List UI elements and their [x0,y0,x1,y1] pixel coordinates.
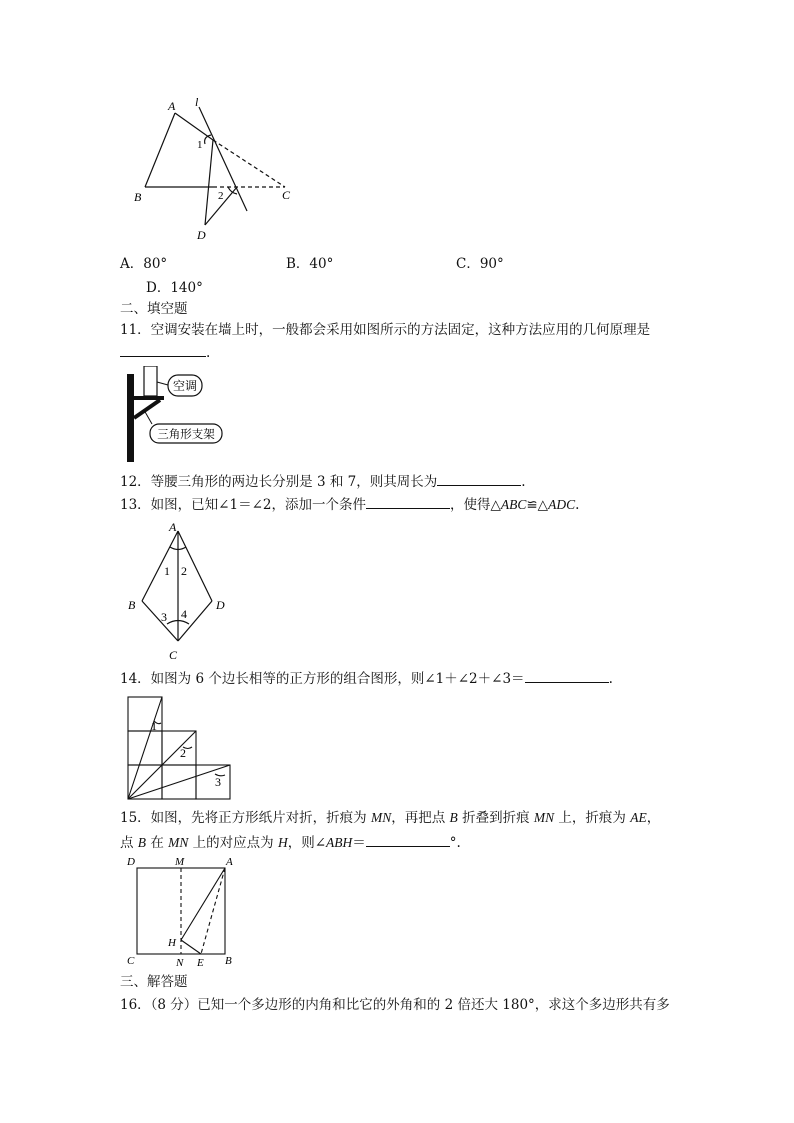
option-b: B．40° [286,256,334,272]
label-A: A [168,99,176,113]
label-B: B [134,190,142,204]
question-11-answer-line: . [120,342,210,363]
question-16: 16．（8 分）已知一个多边形的内角和比它的外角和的 2 倍还大 180°，求这个多边形共有多 [120,997,670,1013]
figure-q10 [125,95,305,245]
label-B: B [128,598,136,612]
section-answer-title: 三、解答题 [120,974,188,990]
label-N: N [176,957,184,969]
section-fill-in-title: 二、填空题 [120,301,188,317]
question-12: 12．等腰三角形的两边长分别是 3 和 7，则其周长为 . [120,471,526,492]
label-air-conditioner: 空调 [172,379,198,393]
answer-blank-14[interactable] [525,668,609,683]
figure-q11 [124,366,234,466]
label-M: M [175,856,185,868]
label-3: 3 [161,610,167,624]
label-1: 1 [197,139,203,151]
label-triangle-bracket: 三角形支架 [157,429,215,441]
label-H: H [168,937,176,949]
question-11-text: 11．空调安装在墙上时，一般都会采用如图所示的方法固定，这种方法应用的几何原理是 [120,322,651,338]
question-15-line-2: 点 B 在 MN 上的对应点为 H，则∠ABH＝ °. [120,832,461,853]
label-A: A [226,856,233,868]
question-14: 14．如图为 6 个边长相等的正方形的组合图形，则∠1＋∠2＋∠3＝ . [120,668,613,689]
answer-blank-12[interactable] [437,471,521,486]
label-E: E [197,957,204,969]
question-11 [120,320,650,340]
option-c: C．90° [456,256,504,272]
label-2: 2 [181,564,187,578]
label-C: C [169,648,178,662]
label-2: 2 [218,190,224,202]
label-C: C [282,188,291,202]
answer-blank-13[interactable] [366,494,450,509]
label-C: C [127,955,135,967]
label-1: 1 [164,564,170,578]
label-3: 3 [215,775,221,789]
label-D: D [197,228,206,242]
label-A: A [169,520,177,534]
label-2: 2 [180,746,186,760]
label-D: D [216,598,225,612]
answer-blank-15[interactable] [366,832,450,847]
question-13: 13．如图，已知∠1＝∠2，添加一个条件 ，使得△ABC≌△ADC. [120,494,579,515]
option-a: A．80° [120,256,168,272]
label-D: D [127,856,135,868]
label-l: l [195,95,199,109]
figure-q13 [125,517,235,663]
figure-q14 [125,694,235,802]
label-1: 1 [151,719,157,733]
question-15-line-1: 15．如图，先将正方形纸片对折，折痕为 MN，再把点 B 折叠到折痕 MN 上，折痕为 AE， [120,810,661,826]
option-d: D．140° [146,280,203,296]
label-B: B [225,955,232,967]
answer-blank-11[interactable] [120,342,206,357]
label-4: 4 [181,607,187,621]
figure-q15 [123,853,243,969]
